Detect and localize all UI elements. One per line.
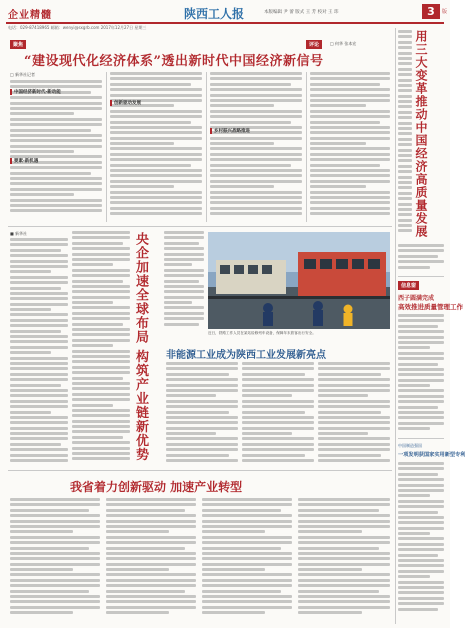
column-divider (106, 72, 107, 222)
photo-caption: 近日，铁路工作人员在某站检修列车设备，保障年末旅客出行安全。 (208, 331, 316, 335)
mid-story-headline: 非能源工业成为陕西工业发展新亮点 (166, 350, 326, 361)
lead-headline: “建设现代化经济体系”透出新时代中国经济新信号 (24, 54, 324, 69)
news-photo (208, 232, 390, 329)
section-name: 企业精髓 (8, 10, 52, 21)
bottom-column-1 (10, 498, 100, 620)
bottom-story-headline: 我省着力创新驱动 加速产业转型 (70, 480, 243, 494)
info-headline-2: 高效推进质量管理工作 (398, 303, 463, 311)
feature-byline: ■ 新华社 (10, 231, 28, 236)
bottom-column-3 (202, 498, 292, 620)
right-column-divider (395, 28, 396, 624)
commentary-byline: □ 何华 张本宏 (330, 41, 357, 46)
section-divider (8, 226, 392, 227)
mid-column-2 (242, 362, 314, 466)
commentary-end-column (398, 244, 444, 272)
contact-line: 电话：029-87418965 邮箱：wenyi@sxgrb.com 2017年12月27日 星期三 (8, 25, 147, 30)
lead-subhead-3: 创新驱动发展 (110, 100, 141, 106)
patent-headline: 一项发明获国家实用新型专利 (398, 452, 465, 458)
news-photo-image (208, 232, 390, 329)
masthead (6, 5, 448, 21)
lead-subhead-1: 中国经济新时代·新动能 (10, 89, 61, 95)
lead-subhead-2: 要素·新机遇 (10, 158, 38, 164)
patent-kicker: 中国制造强国 (398, 443, 422, 448)
section-divider (398, 276, 444, 277)
lead-column-2 (110, 72, 202, 222)
commentary-vertical-headline: 用三大变革推动中国经济高质量发展 (414, 30, 428, 238)
info-window-tag: 信息窗 (398, 281, 419, 290)
lead-byline: □ 新华社记者 (10, 72, 36, 77)
lead-column-1 (10, 80, 102, 220)
section-divider (8, 470, 392, 471)
column-divider (306, 72, 307, 222)
mid-column-1 (166, 362, 238, 466)
info-body (398, 314, 444, 434)
lead-column-3 (210, 72, 302, 222)
commentary-tag: 评论 (306, 40, 322, 49)
page-label: 版 (442, 9, 448, 15)
info-headline-1: 西子圆满完成 (398, 295, 435, 302)
feature-vertical-headline: 央企加速全球布局 构筑产业链新优势 (133, 232, 148, 462)
column-divider (206, 72, 207, 222)
mid-column-3 (318, 362, 390, 466)
masthead-rule (6, 22, 444, 24)
feature-column-1 (10, 238, 68, 466)
lead-tag: 聚焦 (10, 40, 26, 49)
bottom-column-4 (298, 498, 390, 620)
page-number: 3 (422, 4, 440, 19)
commentary-column-narrow (398, 30, 412, 240)
lead-column-4 (310, 72, 390, 222)
patent-body (398, 462, 444, 620)
feature-column-3 (164, 231, 204, 331)
edition-meta: 本版编辑 尹 蕾 版式 王 芳 校对 王 玮 (264, 10, 339, 15)
bottom-column-2 (106, 498, 196, 620)
paper-name: 陕西工人报 (184, 7, 245, 21)
feature-column-2 (72, 231, 130, 466)
section-divider (398, 438, 444, 439)
lead-subhead-4: 乡村振兴战略推进 (210, 128, 250, 134)
